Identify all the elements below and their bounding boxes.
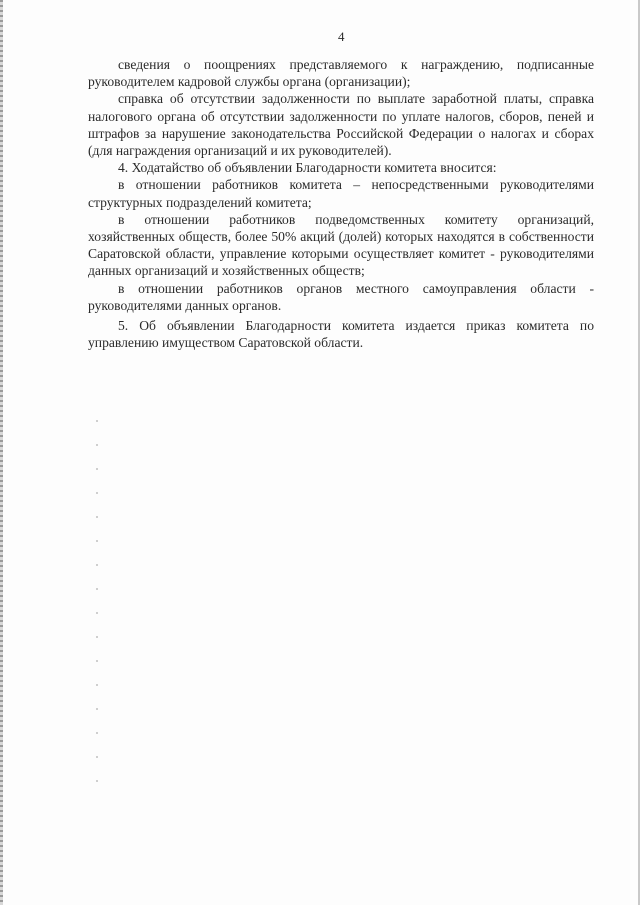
paragraph-debt-certificate: справка об отсутствии задолженности по выплате заработной платы, справка налогового органа об отсутствии задолженности по уплате налогов, сборов, пеней и штрафов за нарушение законодательства Российской Федерации о налогах и сборах (для награждения организаций и их руководителей). <box>88 91 594 159</box>
paragraph-section-5: 5. Об объявлении Благодарности комитета издается приказ комитета по управлению имуществом Саратовской области. <box>88 318 594 351</box>
document-body <box>88 56 594 351</box>
paragraph-awards-info: сведения о поощрениях представляемого к награждению, подписанные руководителем кадровой службы органа (организации); <box>88 57 594 90</box>
scan-edge-left <box>0 0 3 905</box>
scan-margin-marks <box>96 420 98 800</box>
paragraph-subordinate-organizations: в отношении работников подведомственных комитету организаций, хозяйственных обществ, более 50% акций (долей) которых находятся в собственности Саратовской области, управление которыми осуществляет комитет - руководителями данных организаций и хозяйственных обществ; <box>88 211 594 279</box>
paragraph-committee-employees: в отношении работников комитета – непосредственными руководителями структурных подразделений комитета; <box>88 177 594 210</box>
page-number: 4 <box>338 29 345 44</box>
paragraph-local-government: в отношении работников органов местного самоуправления области - руководителями данных органов. <box>88 280 594 313</box>
paragraph-section-4-heading: 4. Ходатайство об объявлении Благодарности комитета вносится: <box>118 160 497 176</box>
